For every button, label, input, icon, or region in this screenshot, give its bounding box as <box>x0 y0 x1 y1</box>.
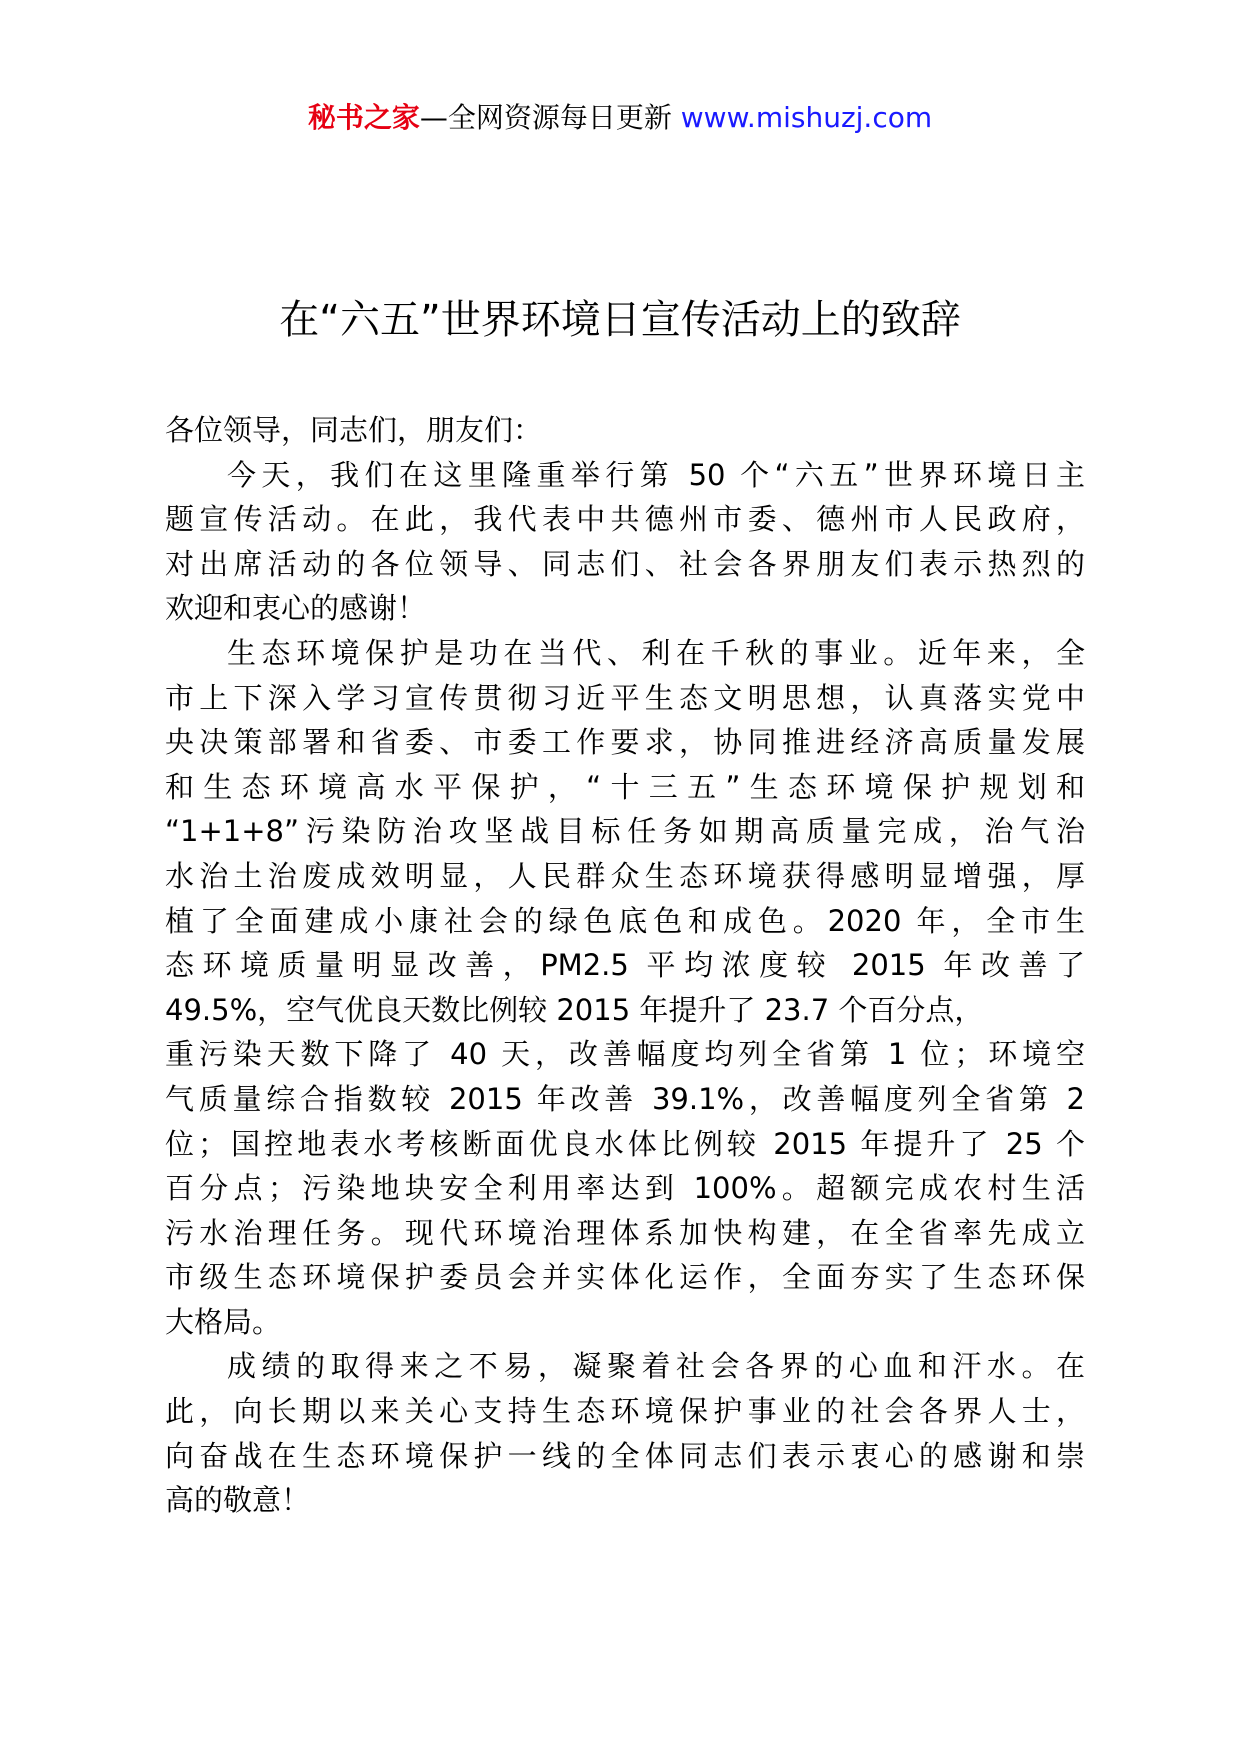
paragraph-2-line: 气质量综合指数较 2015 年改善 39.1%，改善幅度列全省第 2 <box>165 1081 1085 1116</box>
paragraph-2-line: 市级生态环境保护委员会并实体化运作，全面夯实了生态环保 <box>165 1260 1085 1295</box>
paragraph-2-line: 央决策部署和省委、市委工作要求，协同推进经济高质量发展 <box>165 725 1085 760</box>
paragraph-3-line: 成绩的取得来之不易，凝聚着社会各界的心血和汗水。在 <box>227 1349 1085 1384</box>
paragraph-1-line: 对出席活动的各位领导、同志们、社会各界朋友们表示热烈的 <box>165 546 1085 581</box>
site-url-link[interactable]: www.mishuzj.com <box>680 101 933 134</box>
site-brand: 秘书之家 <box>307 101 420 134</box>
paragraph-2-line: 大格局。 <box>165 1304 282 1339</box>
paragraph-2-line: 百分点；污染地块安全利用率达到 100%。超额完成农村生活 <box>165 1171 1085 1206</box>
document-title: 在“六五”世界环境日宣传活动上的致辞 <box>279 297 961 343</box>
paragraph-2-line: 49.5%，空气优良天数比例较 2015 年提升了 23.7 个百分点， <box>165 992 984 1027</box>
paragraph-2-line: 态环境质量明显改善，PM2.5 平均浓度较 2015 年改善了 <box>165 948 1085 983</box>
document-body <box>165 408 1085 1523</box>
paragraph-3-line: 此，向长期以来关心支持生态环境保护事业的社会各界人士， <box>165 1394 1085 1429</box>
salutation: 各位领导，同志们，朋友们： <box>165 413 543 447</box>
paragraph-2-line: 水治土治废成效明显，人民群众生态环境获得感明显增强，厚 <box>165 858 1085 893</box>
site-tagline: —全网资源每日更新 <box>419 101 681 134</box>
paragraph-2-line: 污水治理任务。现代环境治理体系加快构建，在全省率先成立 <box>165 1215 1085 1250</box>
paragraph-2-line: 植了全面建成小康社会的绿色底色和成色。2020 年，全市生 <box>165 903 1085 938</box>
paragraph-1-line: 题宣传活动。在此，我代表中共德州市委、德州市人民政府， <box>165 502 1085 537</box>
site-header <box>0 98 1240 138</box>
paragraph-2-line: “1+1+8”污染防治攻坚战目标任务如期高质量完成，治气治 <box>165 814 1085 849</box>
paragraph-2-line: 和生态环境高水平保护，“十三五”生态环境保护规划和 <box>165 769 1085 804</box>
paragraph-2-line: 位；国控地表水考核断面优良水体比例较 2015 年提升了 25 个 <box>165 1126 1085 1161</box>
paragraph-3-line: 高的敬意！ <box>165 1483 311 1518</box>
paragraph-2-line: 生态环境保护是功在当代、利在千秋的事业。近年来，全 <box>227 635 1085 670</box>
paragraph-2-line: 市上下深入学习宣传贯彻习近平生态文明思想，认真落实党中 <box>165 680 1085 715</box>
paragraph-3-line: 向奋战在生态环境保护一线的全体同志们表示衷心的感谢和崇 <box>165 1438 1085 1473</box>
paragraph-1-line: 今天，我们在这里隆重举行第 50 个“六五”世界环境日主 <box>227 457 1085 492</box>
paragraph-1-line: 欢迎和衷心的感谢！ <box>165 591 427 626</box>
paragraph-2-line: 重污染天数下降了 40 天，改善幅度均列全省第 1 位；环境空 <box>165 1037 1085 1072</box>
